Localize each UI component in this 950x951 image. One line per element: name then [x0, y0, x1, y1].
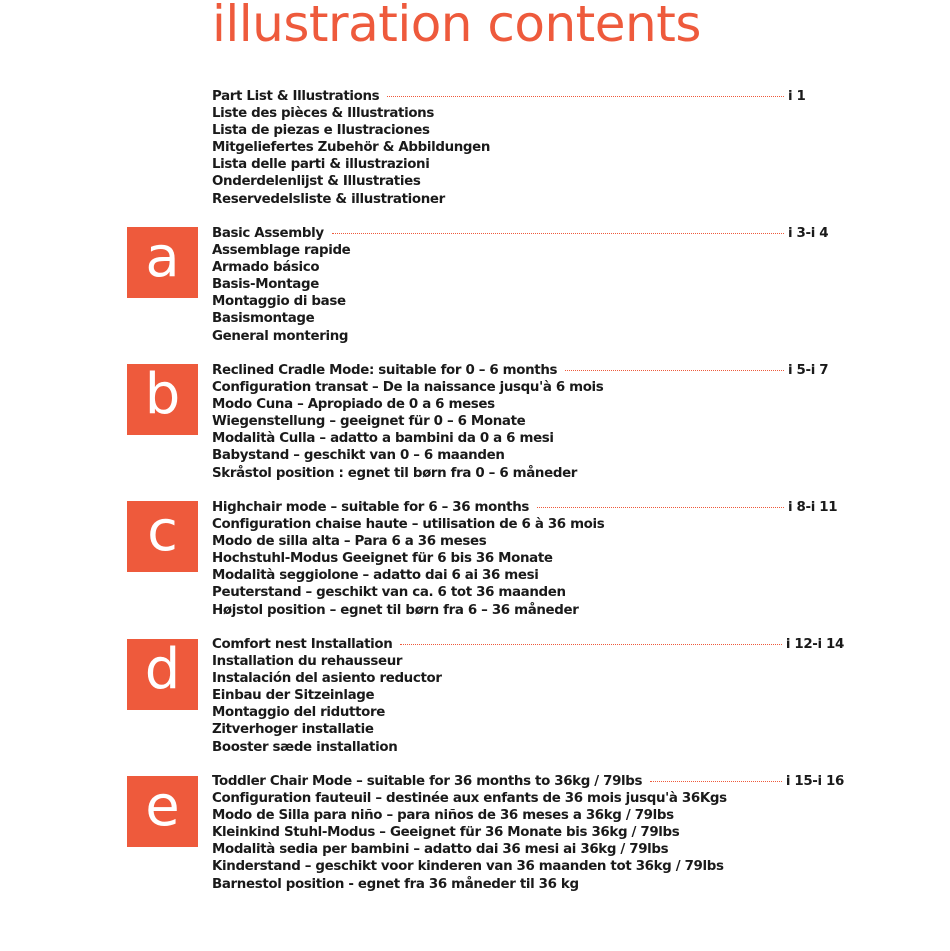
page-reference: i 5-i 7	[788, 363, 829, 378]
toc-entry[interactable]	[212, 88, 844, 105]
translated-title: Montaggio di base	[212, 294, 346, 310]
toc-entry-lines	[212, 499, 844, 619]
page-reference: i 1	[788, 89, 806, 104]
translated-title: Basismontage	[212, 311, 315, 327]
toc-entry-lines	[212, 773, 844, 893]
toc-entry-title: Comfort nest Installation	[212, 637, 393, 652]
translated-title: Instalación del asiento reductor	[212, 671, 442, 687]
dotted-leader	[387, 96, 784, 97]
translated-title: Lista delle parti & illustrazioni	[212, 157, 430, 173]
translated-title: Configuration transat – De la naissance jusqu'à 6 mois	[212, 380, 604, 396]
section-letter-badge: b	[127, 364, 198, 435]
translated-title: General montering	[212, 328, 349, 344]
toc-entry[interactable]	[212, 773, 844, 790]
translated-title: Onderdelenlijst & Illustraties	[212, 174, 421, 190]
translated-title: Kinderstand – geschikt voor kinderen van 36 maanden tot 36kg / 79lbs	[212, 859, 724, 875]
translated-title: Peuterstand – geschikt van ca. 6 tot 36 maanden	[212, 585, 566, 601]
translated-title: Lista de piezas e Ilustraciones	[212, 123, 430, 139]
toc-entry[interactable]	[212, 225, 844, 242]
translated-title: Hochstuhl-Modus Geeignet für 6 bis 36 Monate	[212, 551, 553, 567]
page-title: illustration contents	[212, 0, 701, 53]
translated-title: Basis-Montage	[212, 277, 319, 293]
section-letter-badge: c	[127, 501, 198, 572]
dotted-leader	[400, 644, 781, 645]
toc-entry-title: Toddler Chair Mode – suitable for 36 months to 36kg / 79lbs	[212, 774, 643, 789]
translated-title: Kleinkind Stuhl-Modus – Geeignet für 36 Monate bis 36kg / 79lbs	[212, 825, 680, 841]
toc-entry[interactable]	[212, 499, 844, 516]
dotted-leader	[650, 781, 782, 782]
translated-title: Assemblage rapide	[212, 243, 351, 259]
translated-title: Modalità Culla – adatto a bambini da 0 a 6 mesi	[212, 431, 554, 447]
translated-title: Mitgeliefertes Zubehör & Abbildungen	[212, 140, 491, 156]
toc-entry-lines	[212, 636, 844, 756]
toc-entry-title: Basic Assembly	[212, 226, 324, 241]
page-reference: i 15-i 16	[785, 774, 844, 789]
translated-title: Modo Cuna – Apropiado de 0 a 6 meses	[212, 397, 495, 413]
translated-title: Skråstol position : egnet til børn fra 0 – 6 måneder	[212, 465, 578, 481]
section-letter-badge: a	[127, 227, 198, 298]
toc-entry-title: Reclined Cradle Mode: suitable for 0 – 6 months	[212, 363, 558, 378]
translated-title: Liste des pièces & Illustrations	[212, 106, 434, 122]
translated-title: Zitverhoger installatie	[212, 722, 374, 738]
section-letter-badge: e	[127, 776, 198, 847]
translated-title: Wiegenstellung – geeignet für 0 – 6 Monate	[212, 414, 526, 430]
toc-entry[interactable]	[212, 636, 844, 653]
translated-title: Modo de silla alta – Para 6 a 36 meses	[212, 534, 487, 550]
toc-entry-lines	[212, 88, 844, 208]
translated-title: Configuration fauteuil – destinée aux enfants de 36 mois jusqu'à 36Kgs	[212, 791, 727, 807]
translated-title: Montaggio del riduttore	[212, 705, 385, 721]
dotted-leader	[332, 233, 784, 234]
page-reference: i 3-i 4	[788, 226, 829, 241]
translated-title: Installation du rehausseur	[212, 654, 403, 670]
dotted-leader	[565, 370, 784, 371]
translated-title: Reservedelsliste & illustrationer	[212, 191, 445, 207]
translated-title: Babystand – geschikt van 0 – 6 maanden	[212, 448, 505, 464]
dotted-leader	[537, 507, 784, 508]
translated-title: Modalità sedia per bambini – adatto dai 36 mesi ai 36kg / 79lbs	[212, 842, 669, 858]
toc-entry-title: Part List & Illustrations	[212, 89, 380, 104]
page-reference: i 12-i 14	[785, 637, 844, 652]
translated-title: Modalità seggiolone – adatto dai 6 ai 36 mesi	[212, 568, 539, 584]
toc-entry-lines	[212, 362, 844, 482]
translated-title: Højstol position – egnet til børn fra 6 – 36 måneder	[212, 602, 579, 618]
page-reference: i 8-i 11	[788, 500, 838, 515]
translated-title: Armado básico	[212, 260, 320, 276]
toc-entry-title: Highchair mode – suitable for 6 – 36 months	[212, 500, 530, 515]
section-letter-badge: d	[127, 639, 198, 710]
toc-entry-lines	[212, 225, 844, 345]
toc-entry[interactable]	[212, 362, 844, 379]
translated-title: Barnestol position - egnet fra 36 måneder til 36 kg	[212, 876, 579, 892]
translated-title: Booster sæde installation	[212, 739, 398, 755]
translated-title: Configuration chaise haute – utilisation de 6 à 36 mois	[212, 517, 605, 533]
translated-title: Einbau der Sitzeinlage	[212, 688, 375, 704]
translated-title: Modo de Silla para niño – para niños de 36 meses a 36kg / 79lbs	[212, 808, 674, 824]
